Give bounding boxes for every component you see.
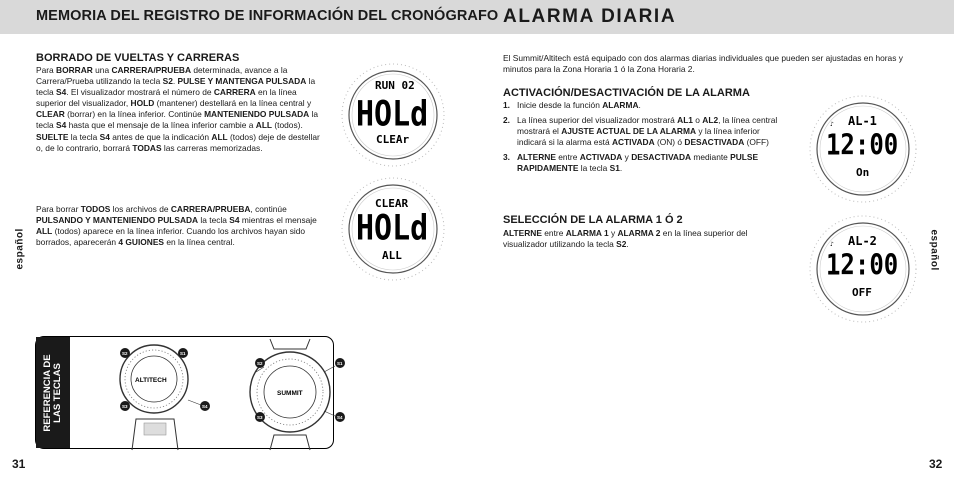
watch-display-run-hold-clear [338, 60, 448, 170]
step-text: Inicie desde la función ALARMA. [517, 100, 641, 110]
summit-key-s2: S2 [257, 361, 263, 366]
step-text: ALTERNE entre ACTIVADA y DESACTIVADA mediante PULSE RAPIDAMENTE la tecla S1. [517, 152, 759, 174]
section-title-activacion: ACTIVACIÓN/DESACTIVACIÓN DE LA ALARMA [503, 87, 750, 99]
watch4-bottom-line: OFF [852, 286, 872, 299]
altitech-brand-label: ALTITECH [135, 377, 167, 384]
watch1-top-line: RUN 02 [375, 79, 415, 92]
watch-display-clear-hold-all [338, 174, 448, 284]
key-reference-diagram [70, 337, 343, 450]
step-number: 3. [503, 152, 510, 163]
summit-watch-illustration [250, 339, 345, 450]
watch2-middle-line: HOLd [356, 207, 429, 249]
watch2-bottom-line: ALL [382, 249, 402, 262]
side-language-label-left: español [14, 228, 26, 270]
activation-step [503, 152, 786, 174]
section-title-seleccion: SELECCIÓN DE LA ALARMA 1 Ó 2 [503, 214, 683, 226]
watch1-bottom-line: CLEAr [376, 133, 410, 146]
paragraph-borrado-todos: Para borrar TODOS los archivos de CARRERA/PRUEBA, continúe PULSANDO Y MANTENIENDO PULSADA la tecla S4 mientras el mensaje ALL (todos) aparece en la línea inferior. Cuando los archivos hayan sido borrados, aparecerán 4 GUIONES en la línea central. [36, 204, 317, 248]
watch1-middle-line: HOLd [356, 93, 429, 135]
step-number: 2. [503, 115, 510, 126]
watch3-top-line: AL-1 [848, 114, 877, 128]
svg-text:♪: ♪ [830, 121, 834, 128]
watch-display-al2-off [806, 212, 921, 327]
altitech-key-s2: S2 [122, 351, 128, 356]
altitech-key-s3: S3 [122, 404, 128, 409]
altitech-key-s4: S4 [202, 404, 208, 409]
watch3-bottom-line: On [856, 166, 870, 179]
watch3-middle-line: 12:00 [826, 128, 899, 163]
summit-key-s1: S1 [337, 361, 343, 366]
activation-step [503, 100, 786, 111]
activation-steps-list [503, 100, 786, 179]
step-text: La línea superior del visualizador mostrará AL1 o AL2, la línea central mostrará el AJUSTE ACTUAL DE LA ALARMA y la línea inferior indicará si la alarma está ACTIVADA (ON) ó DESACTIVADA (OFF) [517, 115, 778, 148]
left-page-title: MEMORIA DEL REGISTRO DE INFORMACIÓN DEL CRONÓGRAFO [36, 8, 499, 24]
page-number-right: 32 [929, 457, 943, 471]
step-number: 1. [503, 100, 510, 110]
altitech-watch-illustration [120, 345, 210, 450]
watch4-top-line: AL-2 [848, 234, 877, 248]
paragraph-seleccion: ALTERNE entre ALARMA 1 y ALARMA 2 en la línea superior del visualizador utilizando la tecla S2. [503, 228, 748, 250]
key-reference-box [35, 336, 343, 449]
right-page-title: ALARMA DIARIA [503, 6, 677, 27]
paragraph-intro: El Summit/Altitech está equipado con dos alarmas diarias individuales que pueden ser ajustadas en horas y minutos para la Zona Horaria 1 ó la Zona Horaria 2. [503, 53, 903, 75]
activation-step [503, 115, 786, 148]
section-title-borrado: BORRADO DE VUELTAS Y CARRERAS [36, 52, 240, 64]
summit-brand-label: SUMMIT [277, 390, 303, 397]
paragraph-borrado-carrera: Para BORRAR una CARRERA/PRUEBA determinada, avance a la Carrera/Prueba utilizando la tecla S2. PULSE Y MANTENGA PULSADA la tecla S4. El visualizador mostrará el número de CARRERA en la línea superior del visualizador, HOLD (mantener) destellará en la línea central y CLEAR (borrar) en la línea inferior. Continúe MANTENIENDO PULSADA la tecla S4 hasta que el mensaje de la línea inferior cambie a ALL (todos). SUELTE la tecla S4 antes de que la indicación ALL (todos) deje de destellar o, de lo contrario, borrará TODAS las carreras memorizadas. [36, 65, 320, 153]
page-number-left: 31 [12, 457, 26, 471]
key-reference-label-line2: LAS TECLAS [52, 363, 63, 423]
key-reference-label-line1: REFERENCIA DE [42, 354, 53, 432]
summit-key-s3: S3 [257, 415, 263, 420]
key-reference-label-bar [36, 337, 70, 448]
side-language-label-right: español [928, 229, 940, 271]
svg-text:♪: ♪ [830, 241, 834, 248]
watch-display-al1-on [806, 92, 921, 207]
altitech-key-s1: S1 [180, 351, 186, 356]
watch4-middle-line: 12:00 [826, 248, 899, 283]
summit-key-s4: S4 [337, 415, 343, 420]
watch2-top-line: CLEAR [375, 197, 409, 210]
